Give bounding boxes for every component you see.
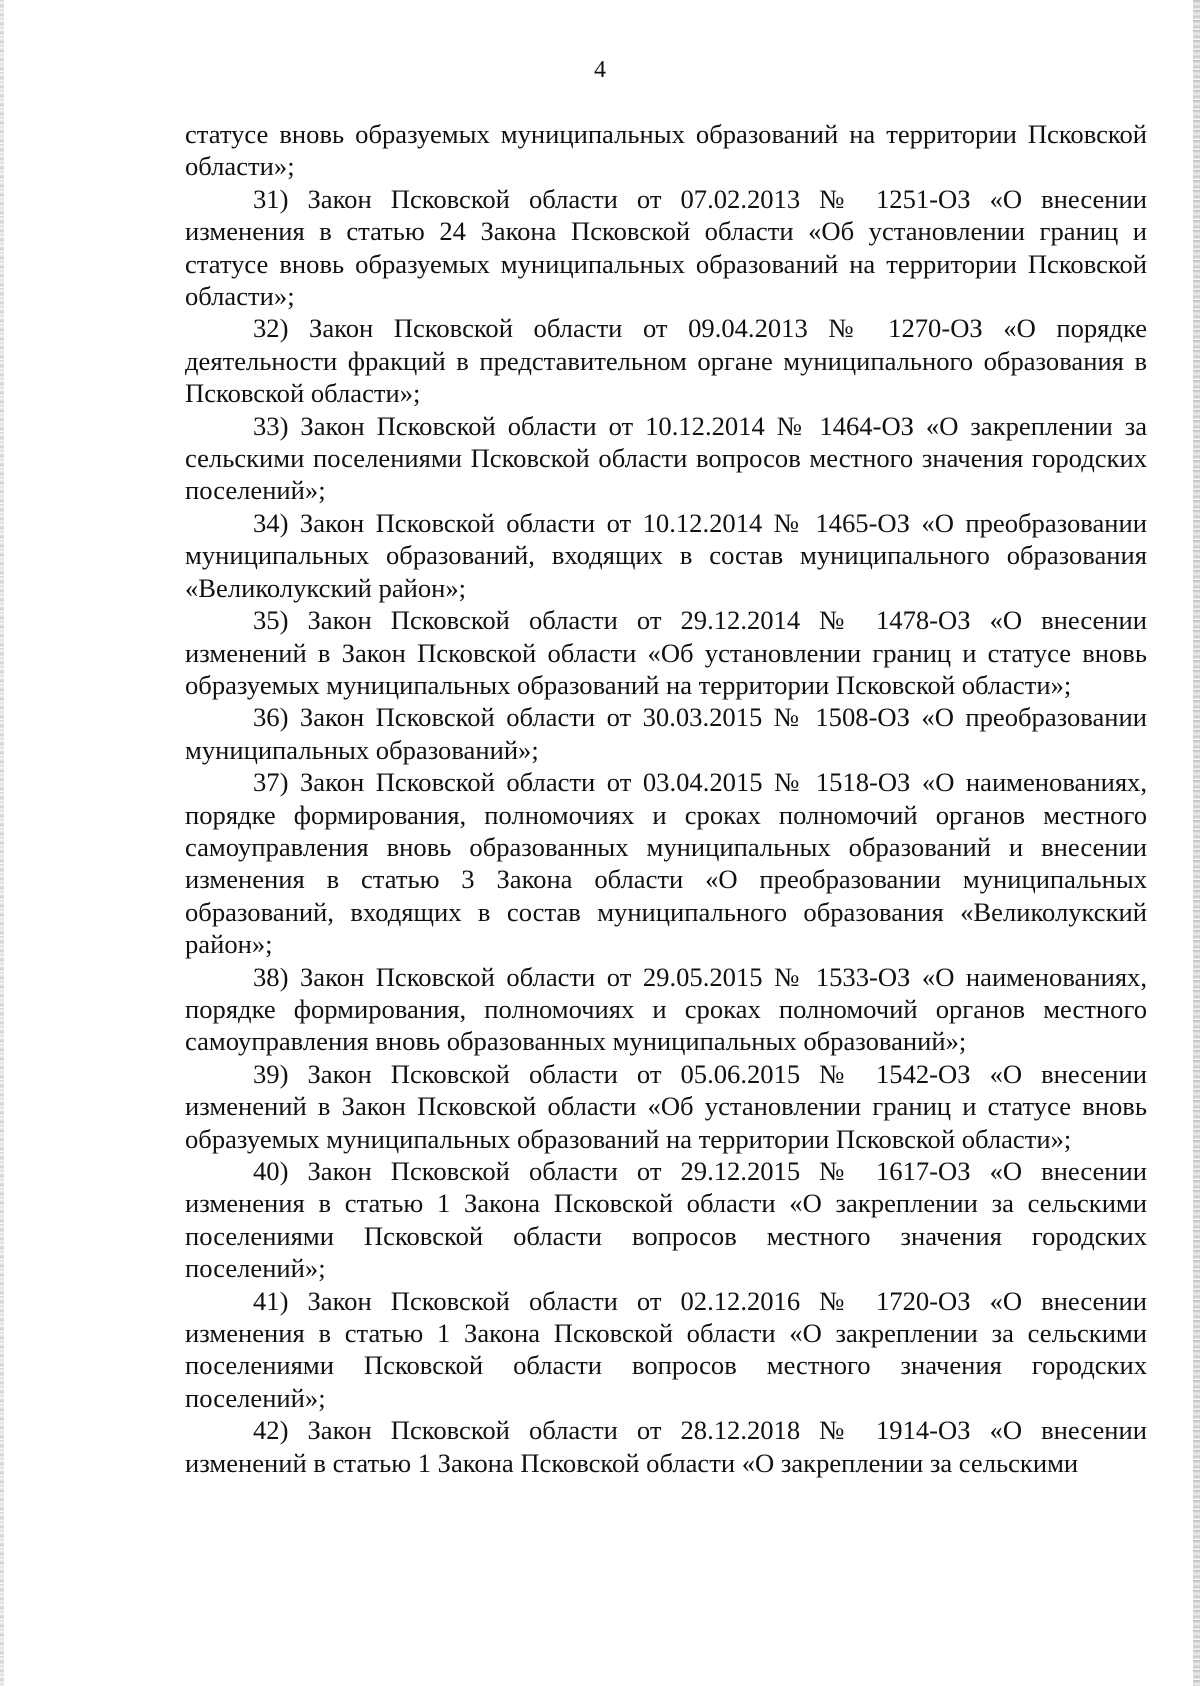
document-body: [185, 118, 1147, 1479]
list-item-38: 38) Закон Псковской области от 29.05.2015 № 1533-ОЗ «О наименованиях, порядке формирования, полномочиях и сроках полномочий органов местного самоуправления вновь образованных муниципальных образований»;: [185, 961, 1147, 1057]
list-item-37: 37) Закон Псковской области от 03.04.2015 № 1518-ОЗ «О наименованиях, порядке формирования, полномочиях и сроках полномочий органов местного самоуправления вновь образованных муниципальных образований и внесении изменения в статью 3 Закона области «О преобразовании муниципальных образований, входящих в состав муниципального образования «Великолукский район»;: [185, 767, 1147, 960]
list-item-33: 33) Закон Псковской области от 10.12.2014 № 1464-ОЗ «О закреплении за сельскими поселениями Псковской области вопросов местного значения городских поселений»;: [185, 410, 1147, 506]
scan-edge-left: [0, 0, 4, 1686]
list-item-41: 41) Закон Псковской области от 02.12.2016 № 1720-ОЗ «О внесении изменения в статью 1 Закона Псковской области «О закреплении за сельскими поселениями Псковской области вопросов местного значения городских поселений»;: [185, 1285, 1147, 1413]
list-item-42: 42) Закон Псковской области от 28.12.2018 № 1914-ОЗ «О внесении изменений в статью 1 Закона Псковской области «О закреплении за сельскими: [185, 1415, 1147, 1478]
list-item-32: 32) Закон Псковской области от 09.04.2013 № 1270-ОЗ «О порядке деятельности фракций в представительном органе муниципального образования в Псковской области»;: [185, 313, 1147, 409]
page-number: 4: [594, 57, 606, 83]
list-item-34: 34) Закон Псковской области от 10.12.2014 № 1465-ОЗ «О преобразовании муниципальных образований, входящих в состав муниципального образования «Великолукский район»;: [185, 507, 1147, 603]
list-item-36: 36) Закон Псковской области от 30.03.2015 № 1508-ОЗ «О преобразовании муниципальных образований»;: [185, 702, 1147, 765]
list-item-40: 40) Закон Псковской области от 29.12.2015 № 1617-ОЗ «О внесении изменения в статью 1 Закона Псковской области «О закреплении за сельскими поселениями Псковской области вопросов местного значения городских поселений»;: [185, 1156, 1147, 1284]
paragraph-continuation: статусе вновь образуемых муниципальных образований на территории Псковской области»;: [185, 119, 1147, 182]
scan-edge-right: [1193, 0, 1200, 1686]
list-item-35: 35) Закон Псковской области от 29.12.2014 № 1478-ОЗ «О внесении изменений в Закон Псковской области «Об установлении границ и статусе вновь образуемых муниципальных образований на территории Псковской области»;: [185, 605, 1147, 700]
list-item-39: 39) Закон Псковской области от 05.06.2015 № 1542-ОЗ «О внесении изменений в Закон Псковской области «Об установлении границ и статусе вновь образуемых муниципальных образований на территории Псковской области»;: [185, 1058, 1147, 1154]
list-item-31: 31) Закон Псковской области от 07.02.2013 № 1251-ОЗ «О внесении изменения в статью 24 Закона Псковской области «Об установлении границ и статусе вновь образуемых муниципальных образований на территории Псковской области»;: [185, 183, 1147, 312]
